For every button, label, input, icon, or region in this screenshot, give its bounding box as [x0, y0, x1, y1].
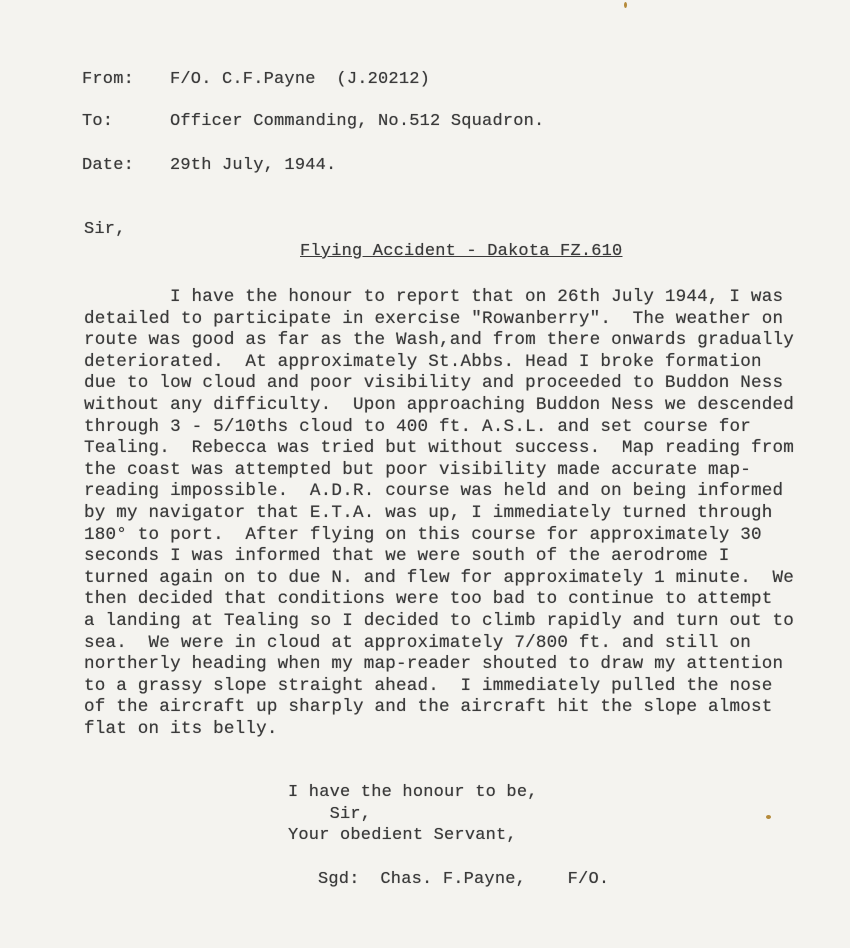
body-line: sea. We were in cloud at approximately 7/800 ft. and still on — [84, 632, 751, 653]
body-line: 180° to port. After flying on this course for approximately 30 — [84, 524, 762, 545]
body-line: to a grassy slope straight ahead. I immediately pulled the nose — [84, 675, 773, 696]
body-line: route was good as far as the Wash,and from there onwards gradually — [84, 330, 795, 351]
salutation: Sir, — [84, 220, 126, 239]
body-line: Tealing. Rebecca was tried but without success. Map reading from — [84, 438, 795, 459]
body-line: detailed to participate in exercise "Rowanberry". The weather on — [84, 308, 784, 329]
body-line: deteriorated. At approximately St.Abbs. Head I broke formation — [84, 351, 762, 372]
date-value: 29th July, 1944. — [170, 156, 337, 175]
to-value: Officer Commanding, No.512 Squadron. — [170, 112, 545, 131]
body-line: by my navigator that E.T.A. was up, I immediately turned through — [84, 502, 773, 523]
body-line: due to low cloud and poor visibility and proceeded to Buddon Ness — [84, 373, 784, 394]
closing-line-2: Sir, — [288, 805, 372, 824]
from-value: F/O. C.F.Payne (J.20212) — [170, 70, 431, 89]
subject-heading: Flying Accident - Dakota FZ.610 — [300, 242, 623, 261]
body-line: reading impossible. A.D.R. course was held and on being informed — [84, 481, 784, 502]
closing-line-3: Your obedient Servant, — [288, 826, 517, 845]
body-line: I have the honour to report that on 26th July 1944, I was — [170, 287, 784, 307]
signature: Sgd: Chas. F.Payne, F/O. — [318, 870, 610, 889]
body-line: through 3 - 5/10ths cloud to 400 ft. A.S.L. and set course for — [84, 416, 751, 437]
body-line: the coast was attempted but poor visibility made accurate map- — [84, 459, 751, 480]
body-line: a landing at Tealing so I decided to climb rapidly and turn out to — [84, 610, 795, 631]
body-line: turned again on to due N. and flew for approximately 1 minute. We — [84, 567, 795, 588]
body-line: without any difficulty. Upon approaching Buddon Ness we descended — [84, 394, 795, 415]
body-line: then decided that conditions were too bad to continue to attempt — [84, 589, 773, 610]
to-label: To: — [82, 112, 114, 131]
body-line: northerly heading when my map-reader shouted to draw my attention — [84, 654, 784, 675]
from-label: From: — [82, 70, 135, 89]
date-label: Date: — [82, 156, 135, 175]
paper-mark — [624, 2, 627, 8]
body-line: seconds I was informed that we were south of the aerodrome I — [84, 546, 730, 567]
body-line: of the aircraft up sharply and the aircraft hit the slope almost — [84, 697, 773, 718]
closing-line-1: I have the honour to be, — [288, 783, 538, 802]
body-line: flat on its belly. — [84, 718, 278, 739]
paper-mark — [766, 815, 771, 819]
report-body — [84, 287, 794, 740]
